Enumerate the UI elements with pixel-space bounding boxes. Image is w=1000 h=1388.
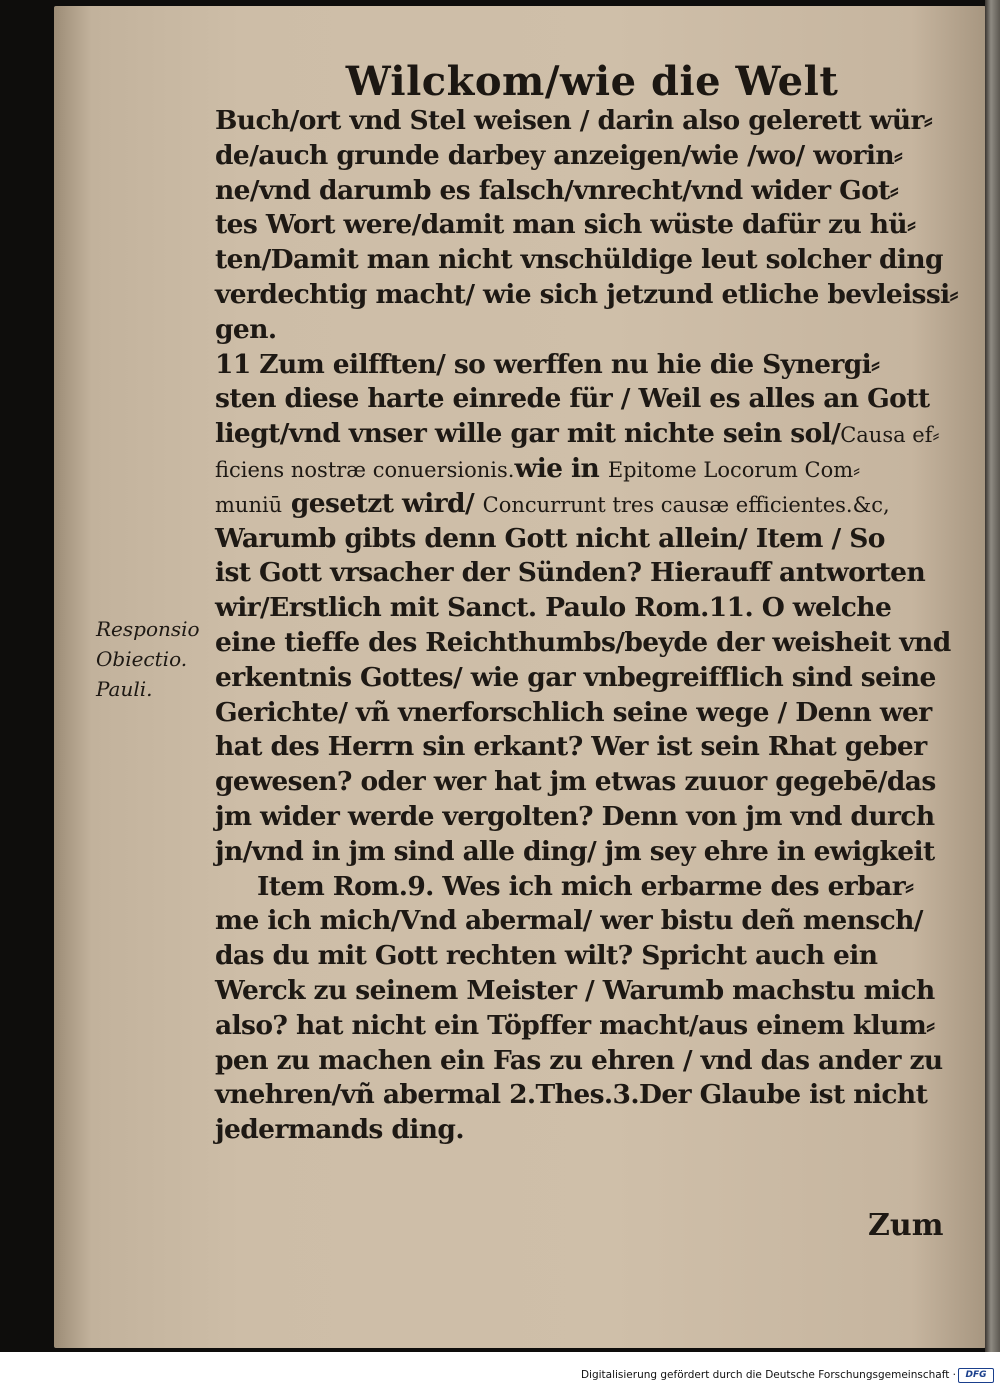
text-line (215, 243, 975, 278)
latin-text: Epitome Locorum Com⸗ (607, 457, 861, 482)
line-text: Buch/ort vnd Stel weisen / darin also gelerett wür⸗ (215, 105, 933, 136)
line-text: 11 Zum eilfften/ so werffen nu hie die Synergi⸗ (215, 348, 880, 380)
line-text: jn/vnd in jm sind alle ding/ jm sey ehre in ewigkeit (215, 835, 935, 867)
line-text: eine tieffe des Reichthumbs/beyde der weisheit vnd (215, 626, 951, 658)
line-text: Warumb gibts denn Gott nicht allein/ Item / So (215, 522, 885, 554)
line-text: hat des Herrn sin erkant? Wer ist sein Rhat geber (215, 731, 927, 763)
text-line (215, 313, 975, 348)
text-line (215, 382, 975, 417)
latin-text: muniū (215, 492, 283, 517)
text-line (215, 522, 975, 557)
line-text: sten diese harte einrede für / Weil es alles an Gott (215, 383, 930, 415)
line-text: ten/Damit man nicht vnschüldige leut solcher ding (215, 244, 943, 276)
running-head-text: Wilckom/wie die Welt (345, 58, 839, 105)
text-line (215, 139, 975, 174)
line-text: jm wider werde vergolten? Denn von jm vnd durch (215, 800, 935, 832)
body-text (215, 104, 975, 1148)
latin-text: Causa ef⸗ (840, 423, 940, 448)
line-text: Item Rom.9. Wes ich mich erbarme des erbar⸗ (257, 870, 914, 902)
line-text: das du mit Gott rechten wilt? Spricht auch ein (215, 940, 878, 972)
latin-text: ficiens nostræ conuersionis. (215, 457, 515, 482)
line-text: wir/Erstlich mit Sanct. Paulo Rom.11. O welche (215, 592, 892, 624)
running-head (0, 58, 1000, 105)
text-line (215, 765, 975, 800)
line-text: gesetzt wird/ (282, 487, 483, 519)
line-text: ist Gott vrsacher der Sünden? Hierauff antworten (215, 557, 926, 589)
latin-text: Concurrunt tres causæ efficientes.&c, (482, 492, 890, 517)
line-text: de/auch grunde darbey anzeigen/wie /wo/ worin⸗ (215, 139, 903, 171)
text-line (215, 174, 975, 209)
text-line (215, 348, 975, 383)
line-text: gen. (215, 313, 277, 345)
text-line (215, 1078, 975, 1113)
text-line (215, 626, 975, 661)
line-text: gewesen? oder wer hat jm etwas zuuor gegebē/das (215, 766, 936, 798)
text-line (215, 1009, 975, 1044)
line-text: Werck zu seinem Meister / Warumb machstu mich (215, 974, 935, 1006)
text-line (215, 591, 975, 626)
text-line (215, 904, 975, 939)
marginal-line: Pauli. (96, 677, 153, 701)
footer (0, 1352, 1000, 1388)
text-line (215, 208, 975, 243)
footer-credit: Digitalisierung gefördert durch die Deutsche Forschungsgemeinschaft · (580, 1369, 956, 1381)
line-text: pen zu machen ein Fas zu ehren / vnd das ander zu (215, 1044, 943, 1076)
marginal-line: Responsio (96, 617, 200, 641)
line-text: verdechtig macht/ wie sich jetzund etliche bevleissi⸗ (215, 278, 958, 310)
line-text: ne/vnd darumb es falsch/vnrecht/vnd wider Got⸗ (215, 174, 899, 206)
text-line (215, 974, 975, 1009)
line-text: Gerichte/ vñ vnerforschlich seine wege / Denn wer (215, 696, 932, 728)
text-line (215, 278, 975, 313)
line-text: liegt/vnd vnser wille gar mit nichte sein sol/ (215, 418, 841, 450)
marginal-note (96, 614, 211, 704)
text-line (215, 835, 975, 870)
line-text: erkentnis Gottes/ wie gar vnbegreifflich sind seine (215, 661, 936, 693)
text-line (215, 800, 975, 835)
line-text: also? hat nicht ein Töpffer macht/aus einem klum⸗ (215, 1009, 935, 1041)
dfg-logo: DFG (958, 1368, 994, 1383)
text-line (215, 1113, 975, 1148)
text-line (215, 870, 975, 905)
catchword: Zum (868, 1208, 944, 1243)
text-line (215, 452, 975, 487)
text-line (215, 696, 975, 731)
text-line (215, 730, 975, 765)
line-text: wie in (514, 452, 608, 484)
marginal-line: Obiectio. (96, 647, 188, 671)
text-line (215, 104, 975, 139)
text-line (215, 487, 975, 522)
line-text: jedermands ding. (215, 1114, 464, 1146)
book-edge (985, 0, 1000, 1352)
text-line (215, 939, 975, 974)
text-line (215, 661, 975, 696)
line-text: me ich mich/Vnd abermal/ wer bistu deñ mensch/ (215, 905, 923, 937)
text-line (215, 1044, 975, 1079)
text-line (215, 556, 975, 591)
text-line (215, 417, 975, 452)
line-text: tes Wort were/damit man sich wüste dafür zu hü⸗ (215, 209, 916, 241)
line-text: vnehren/vñ abermal 2.Thes.3.Der Glaube ist nicht (215, 1079, 928, 1111)
